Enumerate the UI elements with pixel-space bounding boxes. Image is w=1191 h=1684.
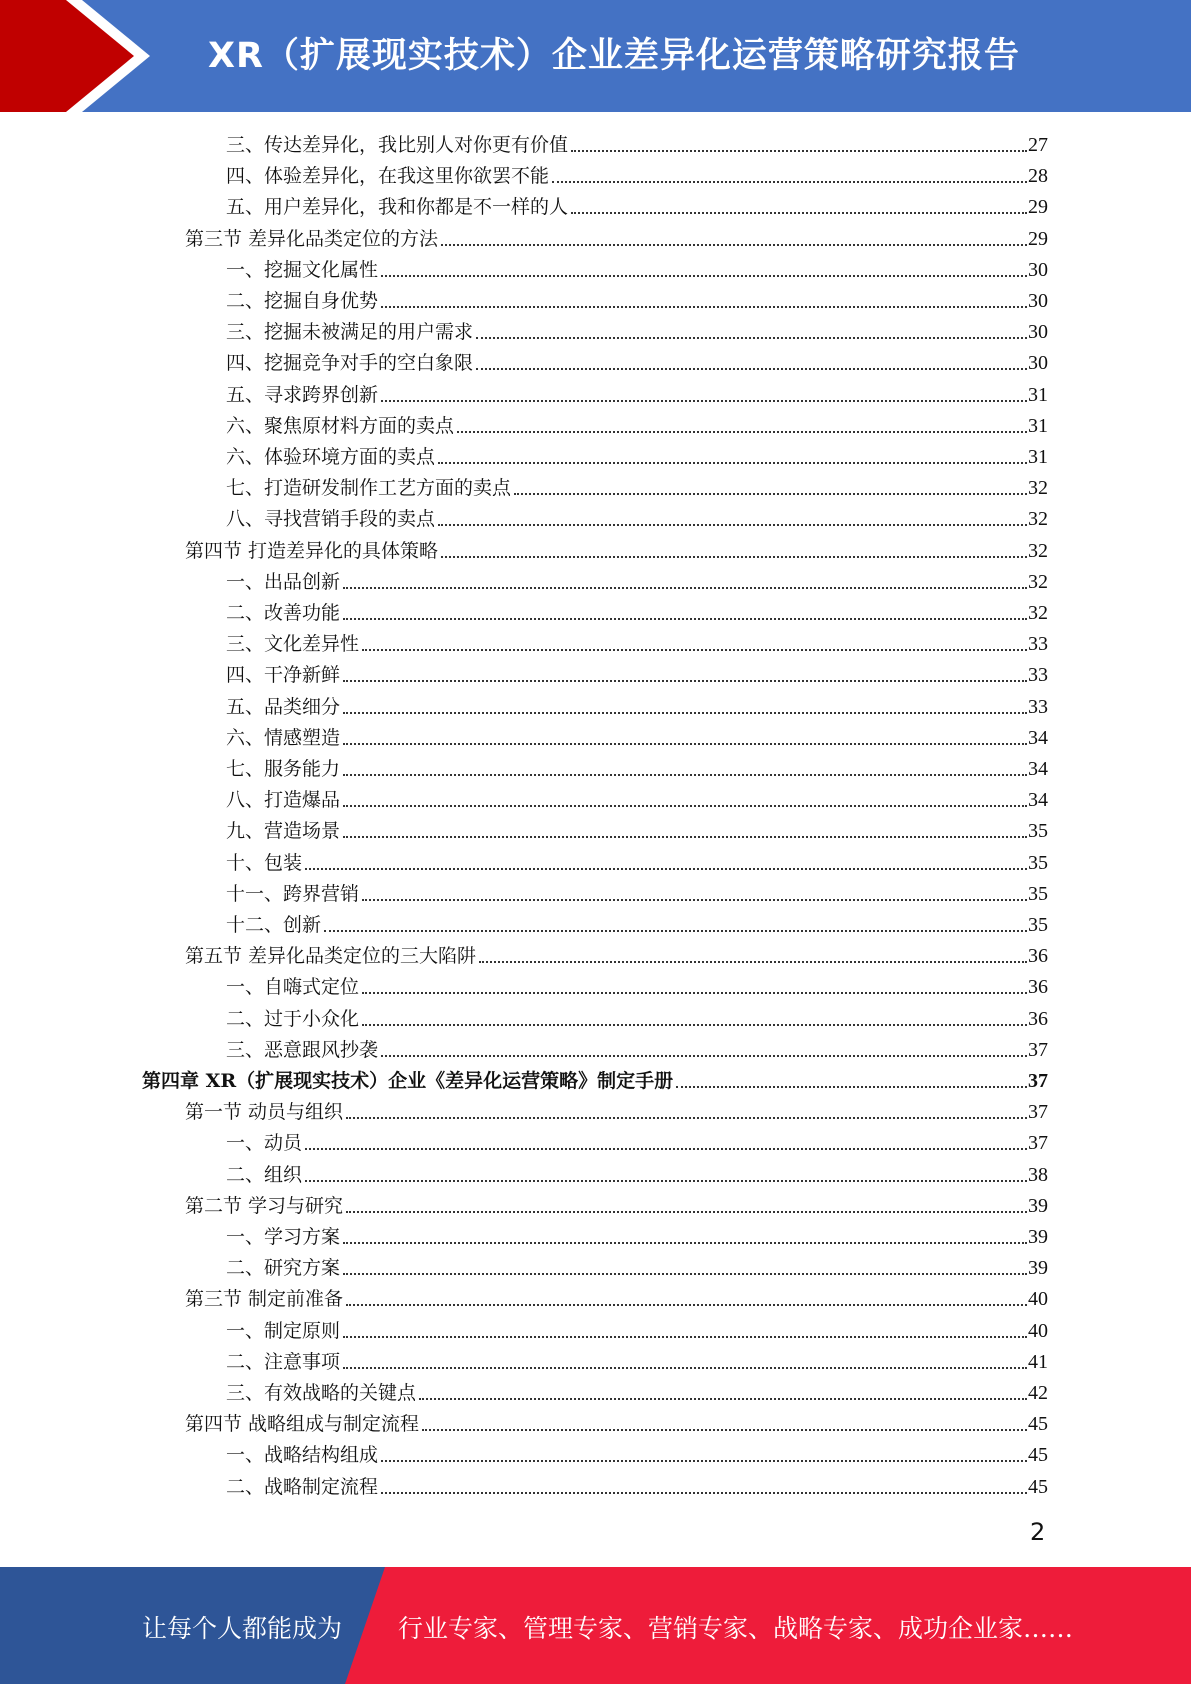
- toc-dot-leader: [514, 493, 1027, 495]
- toc-entry-title: 一、制定原则: [226, 1319, 341, 1342]
- toc-entry-page: 33: [1028, 695, 1048, 718]
- toc-dot-leader: [381, 400, 1027, 402]
- toc-entry-page: 36: [1028, 945, 1048, 968]
- toc-dot-leader: [343, 587, 1027, 589]
- toc-entry[interactable]: [226, 344, 1048, 375]
- toc-entry[interactable]: [226, 812, 1048, 843]
- toc-entry-title: 五、品类细分: [226, 695, 341, 718]
- toc-entry[interactable]: [226, 1249, 1048, 1280]
- toc-entry-page: 31: [1028, 446, 1048, 468]
- toc-entry-page: 32: [1028, 477, 1048, 500]
- toc-entry-title: 第一节 动员与组织: [185, 1101, 344, 1124]
- toc-entry[interactable]: [226, 1436, 1048, 1467]
- toc-entry-page: 36: [1028, 1007, 1048, 1030]
- toc-entry[interactable]: [226, 438, 1048, 469]
- toc-dot-leader: [343, 774, 1027, 776]
- toc-entry[interactable]: [226, 719, 1048, 750]
- toc-entry-title: 二、注意事项: [226, 1350, 341, 1373]
- toc-entry-title: 二、研究方案: [226, 1257, 341, 1280]
- toc-entry-title: 四、体验差异化，在我这里你欲罢不能: [226, 165, 550, 188]
- toc-entry-page: 45: [1028, 1413, 1048, 1436]
- toc-entry[interactable]: [226, 251, 1048, 282]
- toc-entry-page: 29: [1028, 227, 1048, 250]
- toc-entry-page: 37: [1028, 1038, 1048, 1061]
- toc-entry[interactable]: [226, 1156, 1048, 1187]
- toc-dot-leader: [441, 556, 1027, 558]
- toc-dot-leader: [571, 212, 1027, 214]
- toc-entry-page: 34: [1028, 789, 1048, 812]
- toc-dot-leader: [343, 712, 1027, 714]
- toc-entry[interactable]: [226, 1312, 1048, 1343]
- toc-entry[interactable]: [226, 1124, 1048, 1155]
- toc-entry[interactable]: [142, 1062, 1048, 1093]
- toc-dot-leader: [381, 1460, 1027, 1462]
- toc-entry-page: 40: [1028, 1288, 1048, 1311]
- toc-dot-leader: [476, 337, 1027, 339]
- toc-entry[interactable]: [226, 968, 1048, 999]
- toc-entry-page: 39: [1028, 1194, 1048, 1217]
- toc-dot-leader: [438, 462, 1027, 464]
- toc-dot-leader: [362, 649, 1027, 651]
- toc-dot-leader: [343, 836, 1027, 838]
- toc-entry[interactable]: [226, 625, 1048, 656]
- page-footer: [0, 1567, 1191, 1684]
- toc-dot-leader: [343, 743, 1027, 745]
- toc-entry[interactable]: [226, 282, 1048, 313]
- toc-entry-page: 33: [1028, 664, 1048, 687]
- toc-dot-leader: [343, 618, 1027, 620]
- toc-dot-leader: [343, 1336, 1027, 1338]
- toc-entry-page: 27: [1028, 134, 1048, 156]
- toc-entry[interactable]: [226, 1218, 1048, 1249]
- toc-entry-title: 六、聚焦原材料方面的卖点: [226, 414, 455, 437]
- toc-entry-page: 33: [1028, 633, 1048, 656]
- toc-entry-page: 40: [1028, 1319, 1048, 1342]
- toc-dot-leader: [422, 1429, 1027, 1431]
- toc-entry-title: 一、自嗨式定位: [226, 976, 360, 999]
- toc-entry-page: 45: [1028, 1475, 1048, 1498]
- toc-entry-title: 三、恶意跟风抄袭: [226, 1038, 379, 1061]
- toc-entry-title: 七、打造研发制作工艺方面的卖点: [226, 477, 512, 500]
- toc-entry-title: 五、寻求跨界创新: [226, 383, 379, 406]
- toc-entry-page: 39: [1028, 1257, 1048, 1280]
- toc-dot-leader: [346, 1211, 1027, 1213]
- toc-entry-title: 二、组织: [226, 1163, 303, 1186]
- toc-entry-title: 八、寻找营销手段的卖点: [226, 508, 436, 531]
- toc-entry[interactable]: [226, 126, 1048, 157]
- toc-entry-title: 第三节 差异化品类定位的方法: [185, 227, 439, 250]
- toc-entry-page: 30: [1028, 258, 1048, 281]
- toc-entry-title: 十一、跨界营销: [226, 882, 360, 905]
- toc-entry-page: 37: [1028, 1070, 1048, 1092]
- toc-entry[interactable]: [226, 500, 1048, 531]
- toc-entry[interactable]: [226, 688, 1048, 719]
- toc-entry-page: 30: [1028, 321, 1048, 344]
- toc-entry-title: 一、学习方案: [226, 1226, 341, 1248]
- toc-entry[interactable]: [226, 469, 1048, 500]
- toc-entry-page: 32: [1028, 602, 1048, 624]
- toc-entry-page: 38: [1028, 1163, 1048, 1186]
- toc-entry[interactable]: [226, 188, 1048, 219]
- toc-entry-title: 三、挖掘未被满足的用户需求: [226, 321, 474, 344]
- page-header: [0, 0, 1191, 112]
- toc-entry[interactable]: [226, 906, 1048, 937]
- toc-entry[interactable]: [226, 376, 1048, 407]
- toc-entry-page: 35: [1028, 820, 1048, 843]
- toc-entry[interactable]: [226, 157, 1048, 188]
- toc-entry-title: 八、打造爆品: [226, 789, 341, 812]
- page-number: 2: [1030, 1518, 1046, 1546]
- toc-entry-title: 二、改善功能: [226, 602, 341, 624]
- toc-entry[interactable]: [226, 844, 1048, 875]
- toc-entry[interactable]: [226, 875, 1048, 906]
- toc-entry-page: 34: [1028, 758, 1048, 780]
- toc-dot-leader: [362, 1024, 1027, 1026]
- toc-entry-page: 29: [1028, 196, 1048, 219]
- toc-entry[interactable]: [226, 781, 1048, 812]
- toc-entry[interactable]: [185, 1405, 1048, 1436]
- toc-entry-page: 45: [1028, 1444, 1048, 1467]
- toc-entry-page: 31: [1028, 414, 1048, 437]
- toc-dot-leader: [343, 1273, 1027, 1275]
- toc-entry[interactable]: [226, 1374, 1048, 1405]
- toc-entry-title: 二、挖掘自身优势: [226, 290, 379, 312]
- toc-entry-title: 一、动员: [226, 1132, 303, 1155]
- toc-entry-page: 31: [1028, 383, 1048, 406]
- toc-entry-page: 35: [1028, 851, 1048, 874]
- toc-entry[interactable]: [226, 594, 1048, 625]
- toc-dot-leader: [343, 805, 1027, 807]
- toc-entry[interactable]: [226, 1468, 1048, 1499]
- toc-entry-page: 41: [1028, 1350, 1048, 1373]
- toc-entry[interactable]: [226, 656, 1048, 687]
- toc-entry-page: 36: [1028, 976, 1048, 999]
- toc-entry-page: 32: [1028, 570, 1048, 593]
- footer-slogan-left: 让每个人都能成为: [142, 1614, 343, 1643]
- footer-slogan-right: 行业专家、管理专家、营销专家、战略专家、成功企业家……: [398, 1614, 1074, 1643]
- toc-entry-title: 一、挖掘文化属性: [226, 258, 379, 281]
- header-red-arrow-decoration: [0, 0, 160, 112]
- toc-dot-leader: [343, 680, 1027, 682]
- toc-dot-leader: [346, 1304, 1027, 1306]
- toc-dot-leader: [381, 1492, 1027, 1494]
- toc-entry-page: 39: [1028, 1226, 1048, 1248]
- toc-entry-title: 四、挖掘竞争对手的空白象限: [226, 352, 474, 375]
- toc-entry-title: 第三节 制定前准备: [185, 1288, 344, 1311]
- toc-entry[interactable]: [185, 937, 1048, 968]
- toc-entry[interactable]: [226, 563, 1048, 594]
- toc-entry[interactable]: [185, 220, 1048, 251]
- toc-dot-leader: [343, 1242, 1027, 1244]
- toc-dot-leader: [476, 368, 1027, 370]
- toc-entry-page: 42: [1028, 1382, 1048, 1404]
- toc-entry-title: 一、战略结构组成: [226, 1444, 379, 1467]
- toc-dot-leader: [362, 899, 1027, 901]
- toc-entry-page: 35: [1028, 914, 1048, 936]
- toc-entry[interactable]: [185, 1187, 1048, 1218]
- toc-dot-leader: [305, 1148, 1027, 1150]
- toc-entry-page: 34: [1028, 726, 1048, 749]
- toc-entry[interactable]: [226, 1343, 1048, 1374]
- toc-entry-page: 28: [1028, 165, 1048, 188]
- document-title: XR（扩展现实技术）企业差异化运营策略研究报告: [208, 36, 1020, 76]
- toc-dot-leader: [381, 275, 1027, 277]
- toc-entry-page: 35: [1028, 882, 1048, 905]
- toc-dot-leader: [362, 992, 1027, 994]
- toc-entry-title: 九、营造场景: [226, 820, 341, 843]
- toc-dot-leader: [441, 244, 1027, 246]
- toc-dot-leader: [305, 1180, 1027, 1182]
- toc-entry-title: 二、过于小众化: [226, 1007, 360, 1030]
- toc-dot-leader: [419, 1398, 1027, 1400]
- toc-entry-title: 十、包装: [226, 851, 303, 874]
- toc-entry-page: 32: [1028, 508, 1048, 531]
- toc-entry-title: 四、干净新鲜: [226, 664, 341, 687]
- toc-entry[interactable]: [185, 1093, 1048, 1124]
- toc-dot-leader: [571, 150, 1027, 152]
- toc-entry-page: 37: [1028, 1101, 1048, 1124]
- toc-entry-title: 三、有效战略的关键点: [226, 1382, 417, 1404]
- toc-dot-leader: [552, 181, 1027, 183]
- toc-dot-leader: [381, 1055, 1027, 1057]
- toc-entry[interactable]: [226, 313, 1048, 344]
- toc-dot-leader: [305, 868, 1027, 870]
- toc-dot-leader: [381, 306, 1027, 308]
- toc-entry-page: 37: [1028, 1132, 1048, 1155]
- toc-entry-page: 32: [1028, 539, 1048, 562]
- toc-entry-title: 三、文化差异性: [226, 633, 360, 656]
- toc-entry-title: 七、服务能力: [226, 758, 341, 780]
- toc-entry-title: 第二节 学习与研究: [185, 1194, 344, 1217]
- toc-dot-leader: [676, 1086, 1027, 1088]
- toc-entry[interactable]: [185, 532, 1048, 563]
- toc-dot-leader: [479, 961, 1027, 963]
- toc-entry[interactable]: [185, 1280, 1048, 1311]
- toc-entry-title: 三、传达差异化，我比别人对你更有价值: [226, 134, 569, 156]
- toc-entry-title: 六、情感塑造: [226, 726, 341, 749]
- toc-entry-title: 二、战略制定流程: [226, 1475, 379, 1498]
- toc-entry-title: 五、用户差异化，我和你都是不一样的人: [226, 196, 569, 219]
- toc-entry-title: 第四节 打造差异化的具体策略: [185, 539, 439, 562]
- toc-entry-title: 一、出品创新: [226, 570, 341, 593]
- toc-entry-page: 30: [1028, 290, 1048, 312]
- toc-dot-leader: [324, 930, 1027, 932]
- toc-entry[interactable]: [226, 750, 1048, 781]
- toc-dot-leader: [457, 431, 1027, 433]
- toc-entry-title: 第四节 战略组成与制定流程: [185, 1413, 420, 1436]
- toc-entry-title: 十二、创新: [226, 914, 322, 936]
- toc-entry[interactable]: [226, 1031, 1048, 1062]
- toc-entry-title: 第四章 XR（扩展现实技术）企业《差异化运营策略》制定手册: [142, 1070, 674, 1092]
- toc-entry[interactable]: [226, 1000, 1048, 1031]
- toc-entry-title: 第五节 差异化品类定位的三大陷阱: [185, 945, 477, 968]
- toc-dot-leader: [346, 1117, 1027, 1119]
- toc-dot-leader: [438, 524, 1027, 526]
- toc-dot-leader: [343, 1367, 1027, 1369]
- toc-entry-page: 30: [1028, 352, 1048, 375]
- toc-entry[interactable]: [226, 407, 1048, 438]
- toc-entry-title: 六、体验环境方面的卖点: [226, 446, 436, 468]
